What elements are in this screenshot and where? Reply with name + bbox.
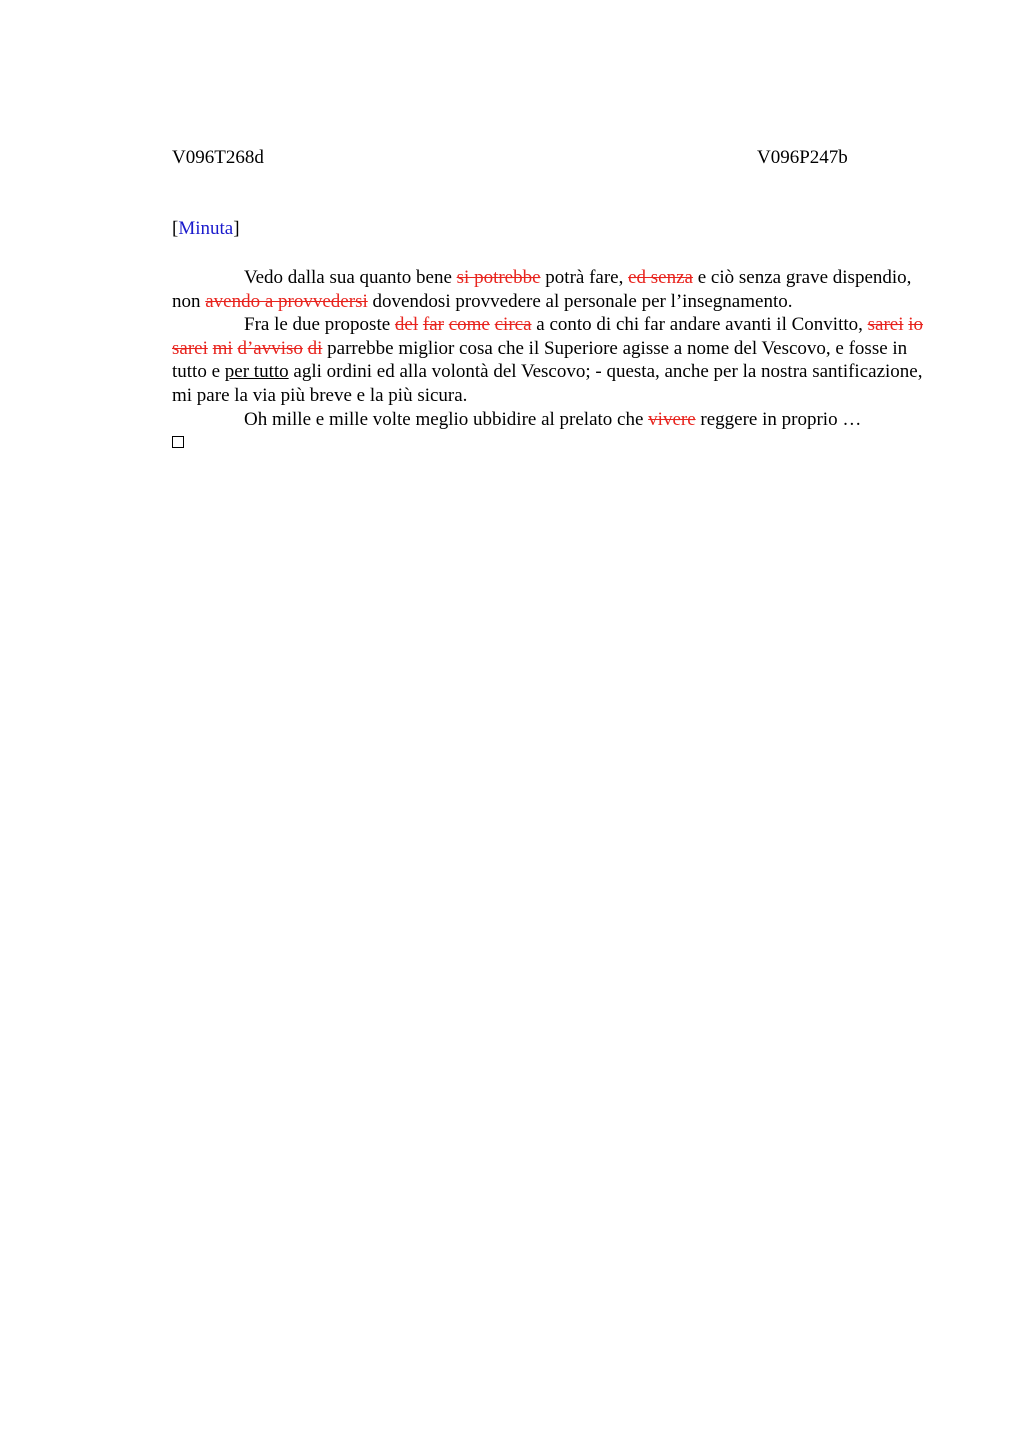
text-segment: e ciò senza grave dispendio, non: [172, 267, 912, 312]
text-segment: agli ordini ed alla volontà del Vescovo; - questa, anche per la nostra santificazione, mi pare la via più breve e la più sicura.: [172, 361, 923, 406]
text-segment: parrebbe miglior cosa che il Superiore agisse a nome del Vescovo, e fosse in tutto e: [172, 337, 908, 383]
deleted-text: di: [307, 337, 323, 359]
deleted-text: come: [448, 314, 490, 336]
text-segment: Fra le due proposte: [244, 314, 395, 336]
deleted-text: mi: [212, 337, 233, 359]
deleted-text: far: [422, 314, 444, 336]
empty-square-icon: [172, 436, 184, 448]
document-code-right: V096P247b: [757, 147, 848, 168]
text-segment: potrà fare,: [540, 267, 629, 288]
close-bracket: ]: [233, 218, 240, 239]
paragraph: [172, 313, 928, 407]
section-label: [172, 217, 240, 241]
section-label-text: Minuta: [178, 218, 234, 239]
text-segment: dovendosi provvedere al personale per l’insegnamento.: [367, 290, 793, 312]
open-bracket: [: [172, 218, 179, 239]
text-segment: a conto di chi far andare avanti il Convitto,: [531, 314, 868, 336]
document-code-left: V096T268d: [172, 147, 264, 168]
deleted-text: vivere: [648, 408, 696, 430]
deleted-text: sarei: [172, 337, 208, 359]
deleted-text: io: [908, 314, 924, 336]
letter-body: [172, 266, 928, 448]
underlined-text: per tutto: [224, 361, 289, 383]
text-segment: Vedo dalla sua quanto bene: [244, 267, 457, 288]
paragraph: [172, 266, 928, 313]
deleted-text: d’avviso: [237, 337, 303, 359]
deleted-text: circa: [494, 314, 532, 336]
deleted-text: del: [394, 314, 419, 336]
deleted-text: ed senza: [628, 267, 693, 288]
text-segment: reggere in proprio …: [695, 408, 862, 430]
text-segment: Oh mille e mille volte meglio ubbidire al prelato che: [244, 408, 649, 430]
paragraph: [172, 408, 928, 432]
deleted-text: avendo a provvedersi: [205, 290, 368, 312]
deleted-text: sarei: [867, 314, 904, 336]
deleted-text: si potrebbe: [456, 267, 541, 288]
